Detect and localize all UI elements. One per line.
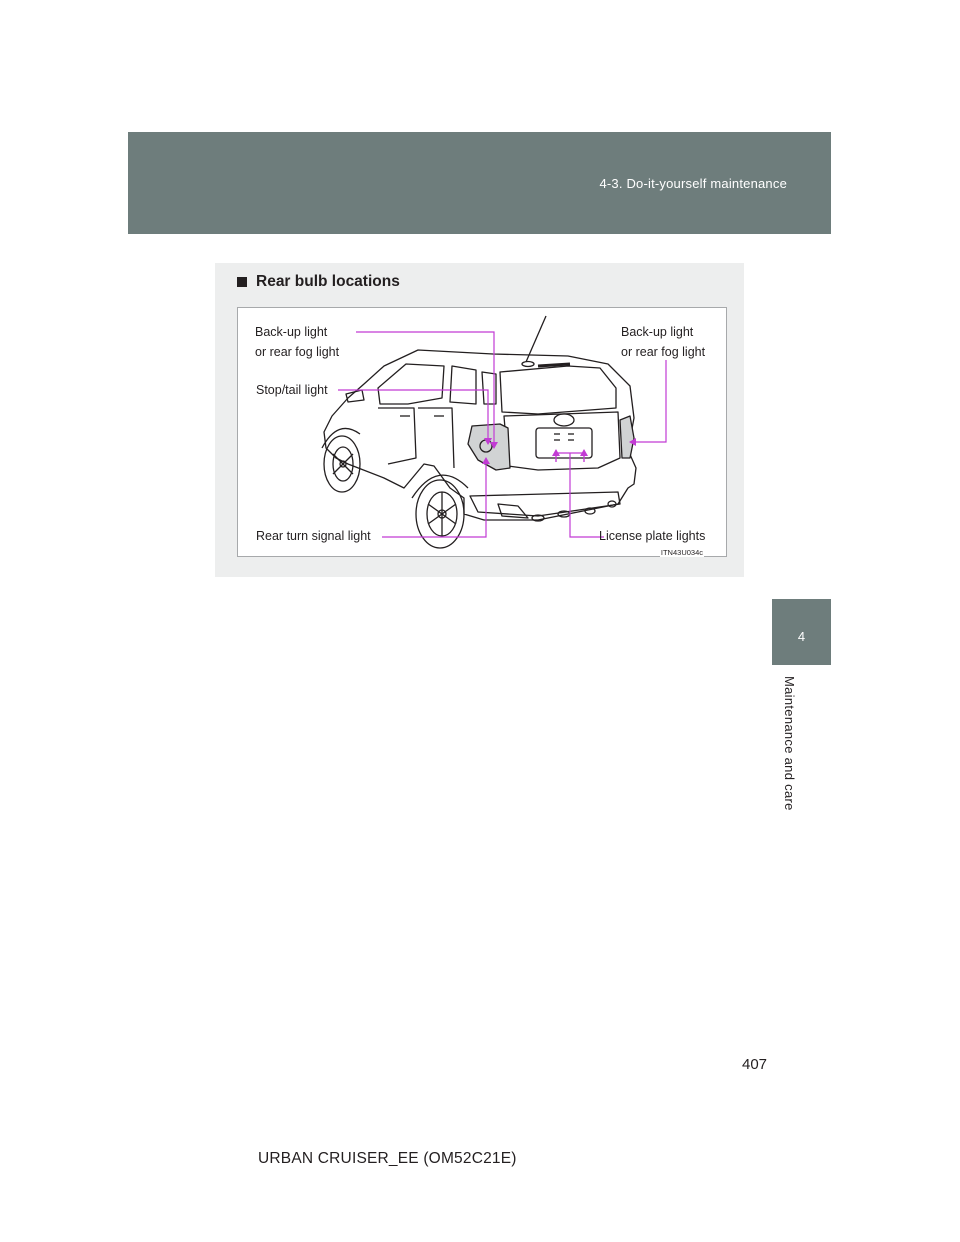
callout-backup-left-line1: Back-up light	[255, 325, 328, 339]
figure-id: ITN43U034c	[660, 548, 703, 557]
header-band	[128, 132, 831, 234]
callout-backup-right-line1: Back-up light	[621, 325, 694, 339]
panel-heading	[237, 273, 400, 291]
chapter-tab	[772, 599, 831, 665]
section-title: 4-3. Do-it-yourself maintenance	[599, 176, 787, 191]
rear-bulb-figure	[237, 307, 727, 557]
document-code: URBAN CRUISER_EE (OM52C21E)	[258, 1150, 517, 1167]
callout-backup-right-line2: or rear fog light	[621, 345, 706, 359]
square-bullet-icon	[237, 277, 247, 287]
callout-backup-light-left	[255, 322, 339, 362]
callout-license-plate-lights: License plate lights	[599, 529, 706, 543]
chapter-name: Maintenance and care	[782, 676, 797, 811]
rear-bulb-panel	[215, 263, 744, 577]
callout-rear-turn-signal: Rear turn signal light	[256, 529, 371, 543]
callout-backup-left-line2: or rear fog light	[255, 345, 340, 359]
page-number: 407	[742, 1056, 768, 1073]
car-outline	[322, 316, 636, 548]
chapter-number: 4	[797, 629, 806, 644]
callout-stop-tail-light: Stop/tail light	[256, 383, 328, 397]
panel-heading-text: Rear bulb locations	[256, 273, 400, 290]
callout-backup-light-right	[621, 322, 705, 362]
